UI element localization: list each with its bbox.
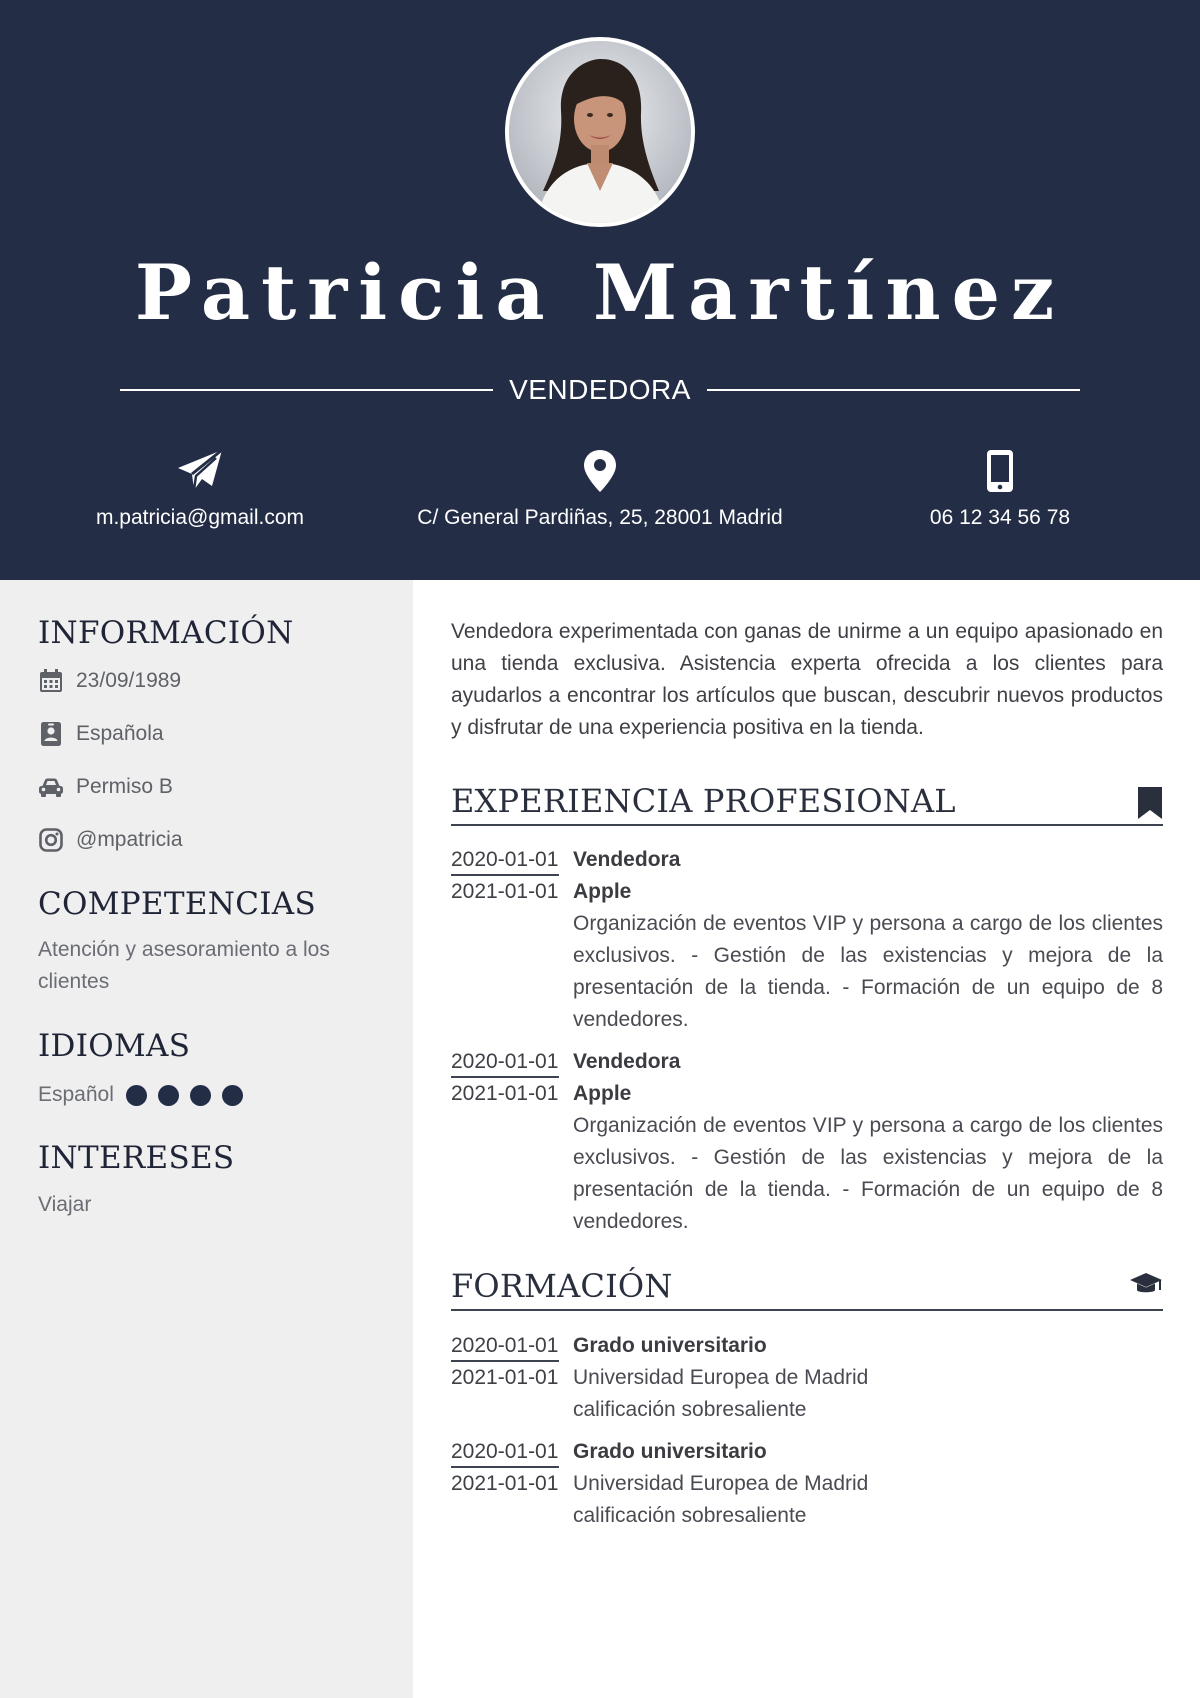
skills-text: Atención y asesoramiento a los clientes	[38, 938, 330, 993]
end-date: 2021-01-01	[451, 1366, 559, 1389]
experience-section-title: EXPERIENCIA PROFESIONAL	[451, 782, 956, 820]
birthdate-text: 23/09/1989	[76, 669, 182, 692]
interests-text: Viajar	[38, 1193, 92, 1216]
candidate-name: Patricia Martínez	[134, 248, 1066, 337]
info-instagram	[38, 825, 183, 855]
language-level-dot	[222, 1085, 243, 1106]
company-name: Apple	[573, 880, 632, 903]
experience-dates	[451, 844, 559, 908]
experience-section-header	[451, 776, 1163, 826]
nationality-text: Española	[76, 722, 164, 745]
experience-dates	[451, 1046, 559, 1110]
languages-section-title: IDIOMAS	[38, 1028, 191, 1064]
language-level-dot	[126, 1085, 147, 1106]
profile-summary: Vendedora experimentada con ganas de unirme a un equipo apasionado en una tienda exclusiva. Asistencia experta ofrecida a los clientes para ayudarlos a encontrar los artículos que buscan, descubrir nuevos productos y disfrutar de una experiencia positiva en la tienda.	[451, 620, 1163, 739]
contact-email	[0, 448, 410, 530]
profile-photo	[505, 37, 695, 227]
language-level-dot	[158, 1085, 179, 1106]
degree-title: Grado universitario	[573, 1334, 767, 1357]
candidate-role: VENDEDORA	[509, 374, 691, 405]
position-title: Vendedora	[573, 848, 681, 871]
start-date: 2020-01-01	[451, 1046, 559, 1078]
education-grade: calificación sobresaliente	[573, 1504, 807, 1527]
graduation-cap-icon	[1129, 1271, 1163, 1302]
map-pin-icon	[390, 448, 810, 498]
phone-text[interactable]: 06 12 34 56 78	[929, 506, 1071, 529]
end-date: 2021-01-01	[451, 880, 559, 903]
language-level-dots	[126, 1085, 243, 1106]
mobile-phone-icon	[790, 448, 1200, 498]
school-name: Universidad Europea de Madrid	[573, 1472, 869, 1495]
info-nationality	[38, 719, 164, 749]
education-dates	[451, 1330, 559, 1394]
education-body	[573, 1436, 1163, 1532]
start-date: 2020-01-01	[451, 1436, 559, 1468]
interests-section-title: INTERESES	[38, 1140, 235, 1176]
degree-title: Grado universitario	[573, 1440, 767, 1463]
paper-plane-icon	[0, 448, 410, 498]
education-section-header	[451, 1261, 1163, 1311]
experience-description: Organización de eventos VIP y persona a cargo de los clientes exclusivos. - Gestión de las existencias y mejora de la presentación de la tienda. - Formación de un equipo de 8 vendedores.	[573, 1114, 1163, 1233]
calendar-icon	[38, 668, 64, 694]
start-date: 2020-01-01	[451, 844, 559, 876]
contact-address	[390, 448, 810, 530]
info-birthdate	[38, 666, 181, 696]
school-name: Universidad Europea de Madrid	[573, 1366, 869, 1389]
education-dates	[451, 1436, 559, 1500]
contact-phone	[790, 448, 1200, 530]
end-date: 2021-01-01	[451, 1082, 559, 1105]
profile-photo-illustration	[509, 41, 691, 223]
id-badge-icon	[38, 721, 64, 747]
language-name: Español	[38, 1083, 114, 1106]
license-text: Permiso B	[76, 775, 173, 798]
company-name: Apple	[573, 1082, 632, 1105]
resume-header	[0, 0, 1200, 580]
info-section-title: INFORMACIÓN	[38, 615, 294, 651]
bookmark-icon	[1137, 786, 1163, 825]
education-body	[573, 1330, 1163, 1426]
experience-description: Organización de eventos VIP y persona a cargo de los clientes exclusivos. - Gestión de las existencias y mejora de la presentación de la tienda. - Formación de un equipo de 8 vendedores.	[573, 912, 1163, 1031]
instagram-text[interactable]: @mpatricia	[76, 828, 183, 851]
start-date: 2020-01-01	[451, 1330, 559, 1362]
end-date: 2021-01-01	[451, 1472, 559, 1495]
language-item	[38, 1078, 243, 1112]
education-section-title: FORMACIÓN	[451, 1267, 673, 1305]
position-title: Vendedora	[573, 1050, 681, 1073]
education-grade: calificación sobresaliente	[573, 1398, 807, 1421]
experience-body	[573, 844, 1163, 1036]
info-license	[38, 772, 173, 802]
instagram-icon	[38, 827, 64, 853]
role-divider-left	[120, 389, 493, 391]
language-level-dot	[190, 1085, 211, 1106]
email-text[interactable]: m.patricia@gmail.com	[95, 506, 305, 529]
car-icon	[38, 774, 64, 800]
experience-body	[573, 1046, 1163, 1238]
skills-section-title: COMPETENCIAS	[38, 886, 316, 922]
address-text: C/ General Pardiñas, 25, 28001 Madrid	[417, 506, 783, 529]
role-row	[120, 370, 1080, 410]
role-divider-right	[707, 389, 1080, 391]
